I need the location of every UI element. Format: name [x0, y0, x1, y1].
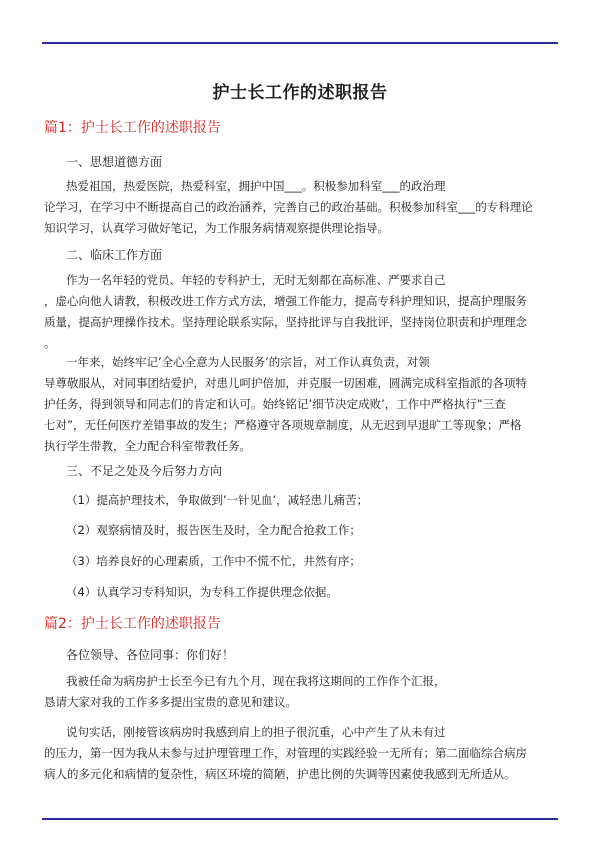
section1-title: 一、思想道德方面 [66, 155, 163, 169]
text-line: 的压力，第一因为我从未参与过护理管理工作，对管理的实践经验一无所有；第二面临综合病房 [44, 746, 527, 760]
section1-paragraph [44, 176, 564, 239]
text-line: 论学习，在学习中不断提高自己的政治涵养，完善自己的政治基础。积极参加科室___的专科理论 [44, 200, 533, 214]
list-item: （2）观察病情及时，报告医生及时，全力配合抢救工作； [66, 523, 361, 537]
article1-heading: 篇1：护士长工作的述职报告 [44, 120, 221, 136]
section2-paragraph1 [44, 270, 564, 354]
text-line: 说句实话，刚接管该病房时我感到肩上的担子很沉重，心中产生了从未有过 [66, 725, 446, 739]
text-line: 护任务，得到领导和同志们的肯定和认可。始终铭记’细节决定成败’，工作中严格执行”三查 [44, 397, 506, 411]
greeting: 各位领导、各位同事：你们好！ [66, 648, 235, 662]
top-rule [42, 42, 558, 44]
text-line: 导尊敬服从，对同事团结爱护，对患儿呵护倍加，并克服一切困难，圆满完成科室指派的各项特 [44, 376, 527, 390]
list-item: （1）提高护理技术，争取做到’一针见血’，减轻患儿痛苦； [66, 493, 369, 507]
article2-heading: 篇2：护士长工作的述职报告 [44, 616, 221, 632]
text-line: 我被任命为病房护士长至今已有九个月，现在我将这期间的工作作个汇报， [66, 674, 446, 688]
article2-paragraph2 [44, 722, 564, 785]
article2-paragraph1 [44, 671, 564, 713]
text-line: 七对”，无任何医疗差错事故的发生；严格遵守各项规章制度，从无迟到早退旷工等现象；严格 [44, 418, 522, 432]
text-line: 病人的多元化和病情的复杂性，病区环境的简陋，护患比例的失调等因素使我感到无所适从。 [44, 767, 516, 781]
list-item: （4）认真学习专科知识，为专科工作提供理念依据。 [66, 585, 338, 599]
section2-paragraph2 [44, 352, 564, 457]
text-line: 一年来，始终牢记’全心全意为人民服务’的宗旨，对工作认真负责，对领 [66, 355, 430, 369]
text-line: 执行学生带教，全力配合科室带教任务。 [44, 439, 251, 453]
text-line: 热爱祖国，热爱医院，热爱科室，拥护中国___。积极参加科室___的政治理 [66, 179, 446, 193]
section3-title: 三、不足之处及今后努力方向 [66, 464, 223, 478]
text-line: 质量，提高护理操作技术。坚持理论联系实际，坚持批评与自我批评，坚持岗位职责和护理理念 [44, 315, 527, 329]
text-line: 。 [44, 336, 56, 350]
page-title: 护士长工作的述职报告 [212, 83, 388, 103]
text-line: 知识学习，认真学习做好笔记，为工作服务病情观察提供理论指导。 [44, 221, 389, 235]
bottom-rule [42, 818, 558, 820]
section2-title: 二、临床工作方面 [66, 248, 163, 262]
list-item: （3）培养良好的心理素质，工作中不慌不忙，井然有序； [66, 554, 361, 568]
text-line: ，虚心向他人请教，积极改进工作方式方法，增强工作能力，提高专科护理知识，提高护理服务 [44, 294, 527, 308]
text-line: 恳请大家对我的工作多多提出宝贵的意见和建议。 [44, 695, 297, 709]
text-line: 作为一名年轻的党员、年轻的专科护士，无时无刻都在高标准、严要求自己 [66, 273, 446, 287]
